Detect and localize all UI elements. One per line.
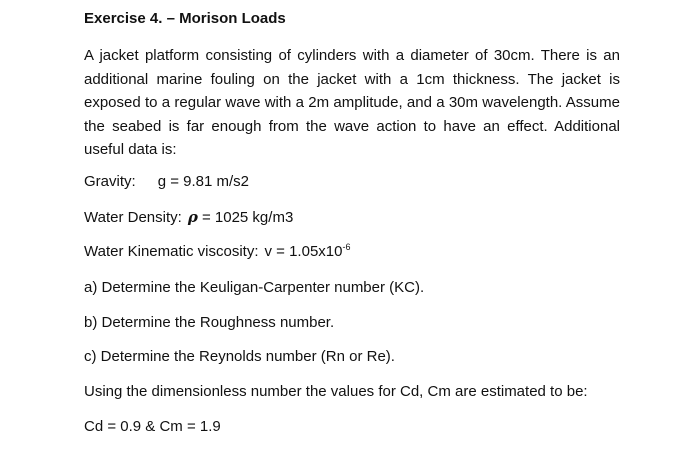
exercise-title: Exercise 4. – Morison Loads [84,10,286,27]
gravity-label: Gravity: [84,173,136,190]
viscosity-exponent: -6 [342,242,351,252]
density-symbol: ρ [187,208,198,226]
problem-statement: A jacket platform consisting of cylinders with a diameter of 30cm. There is an additional marine fouling on the jacket with a 1cm thickness. The jacket is exposed to a regular wave with a 2m amplitude, and a 30m wavelength. Assume the seabed is far enough from the wave action to have an effect. Additional useful data is: [84,47,620,158]
question-a: a) Determine the Keuligan-Carpenter number (KC). [84,279,425,296]
density-line [84,208,293,226]
density-label: Water Density: [84,209,182,226]
gravity-value: g = 9.81 m/s2 [157,173,249,190]
viscosity-label: Water Kinematic viscosity: [84,243,259,260]
question-c: c) Determine the Reynolds number (Rn or Re). [84,348,395,365]
gravity-line [84,173,249,190]
viscosity-value: v = 1.05x10 [264,243,343,260]
coefficients-line: Cd = 0.9 & Cm = 1.9 [84,418,221,435]
density-value: = 1025 kg/m3 [201,209,294,226]
viscosity-line [84,243,351,260]
question-b: b) Determine the Roughness number. [84,314,335,331]
conclusion-text: Using the dimensionless number the values for Cd, Cm are estimated to be: [84,383,588,400]
